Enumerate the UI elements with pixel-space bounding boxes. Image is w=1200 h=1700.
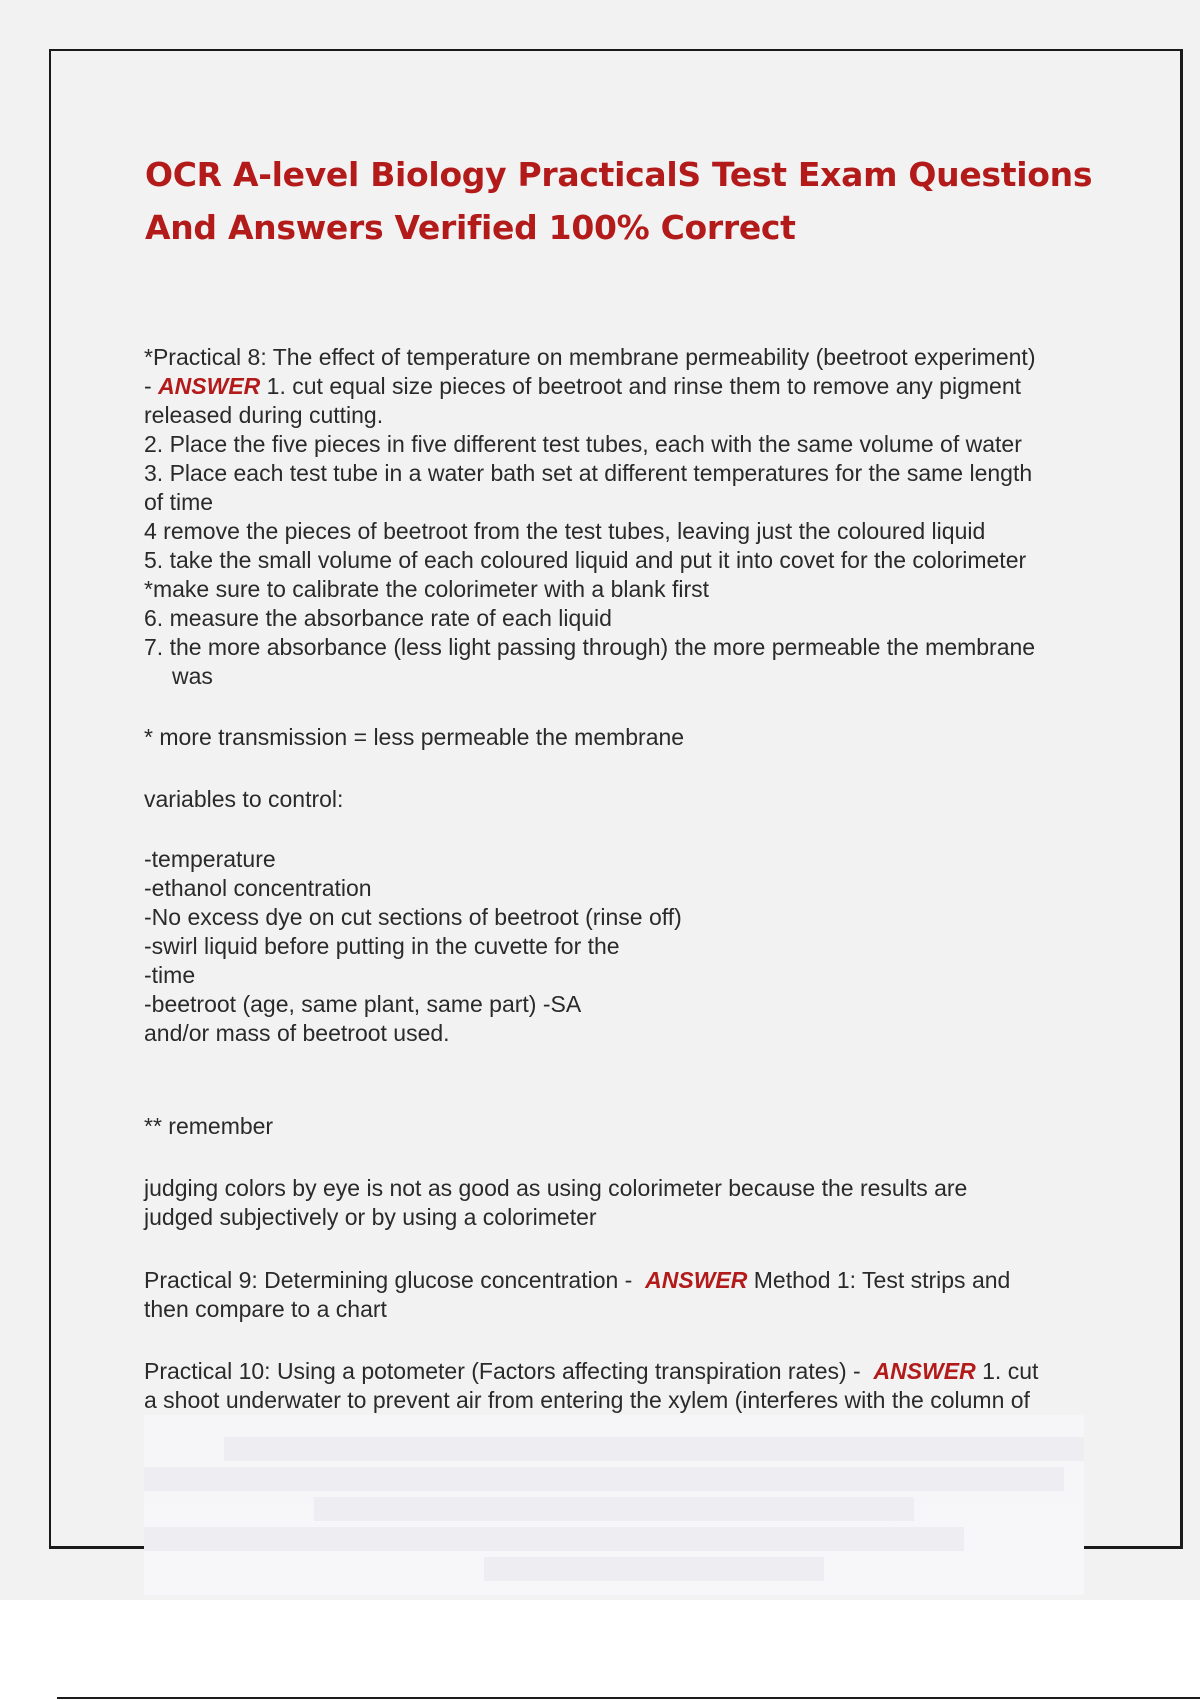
practical-8-calibrate-note: *make sure to calibrate the colorimeter with a blank first: [144, 576, 710, 602]
variables-list: [144, 845, 1104, 1048]
practical-8-step-5: 5. take the small volume of each coloured liquid and put it into covet for the colorimeter: [144, 547, 1027, 573]
blurred-preview-area: [144, 1415, 1084, 1595]
judging-paragraph: judging colors by eye is not as good as using colorimeter because the results are judged subjectively or by using a colorimeter: [144, 1175, 968, 1230]
practical-8-step-3: 3. Place each test tube in a water bath set at different temperatures for the same length: [144, 460, 1033, 486]
practical-8-step-6: 6. measure the absorbance rate of each liquid: [144, 605, 612, 631]
answer-label: ANSWER: [645, 1267, 748, 1293]
practical-8-step-7: 7. the more absorbance (less light passing through) the more permeable the membrane: [144, 634, 1036, 660]
practical-8-step-7-cont: was: [172, 663, 213, 689]
practical-9-answer-cont: then compare to a chart: [144, 1296, 387, 1322]
list-item: -No excess dye on cut sections of beetroot (rinse off): [144, 904, 682, 930]
practical-8-step-2: 2. Place the five pieces in five different test tubes, each with the same volume of water: [144, 431, 1022, 457]
practical-9-question: Practical 9: Determining glucose concentration -: [144, 1267, 646, 1293]
list-item: -swirl liquid before putting in the cuvette for the: [144, 933, 620, 959]
list-item: -ethanol concentration: [144, 875, 372, 901]
practical-8-step-3-cont: of time: [144, 489, 214, 515]
practical-10-block: Practical 10: Using a potometer (Factors affecting transpiration rates) - ANSWER 1. cut a shoot underwater to prevent air from entering the xylem (interferes with the column of: [144, 1357, 1104, 1415]
remember-note: ** remember: [144, 1113, 274, 1139]
answer-label: ANSWER: [158, 373, 261, 399]
transmission-note: * more transmission = less permeable the membrane: [144, 724, 685, 750]
practical-10-answer-cont: a shoot underwater to prevent air from entering the xylem (interferes with the column of: [144, 1387, 1030, 1413]
answer-label: ANSWER: [873, 1358, 976, 1384]
variables-heading: variables to control:: [144, 786, 344, 812]
practical-8-step-4: 4 remove the pieces of beetroot from the test tubes, leaving just the coloured liquid: [144, 518, 986, 544]
practical-8-step-1: - ANSWER 1. cut equal size pieces of beetroot and rinse them to remove any pigment: [144, 373, 1022, 399]
practical-9-block: Practical 9: Determining glucose concentration - ANSWER Method 1: Test strips and then compare to a chart: [144, 1266, 1104, 1324]
footer-divider: [57, 1697, 1200, 1699]
document-title: OCR A-level Biology PracticalS Test Exam Questions And Answers Verified 100% Correct: [145, 155, 1093, 247]
practical-8-step-1-cont: released during cutting.: [144, 402, 384, 428]
practical-8-question: *Practical 8: The effect of temperature on membrane permeability (beetroot experiment): [144, 344, 1036, 370]
list-item: -beetroot (age, same plant, same part) -SA: [144, 991, 582, 1017]
practical-10-question: Practical 10: Using a potometer (Factors affecting transpiration rates) -: [144, 1358, 874, 1384]
list-item: and/or mass of beetroot used.: [144, 1020, 450, 1046]
practical-8-block: [144, 343, 1104, 691]
list-item: -time: [144, 962, 196, 988]
list-item: -temperature: [144, 846, 276, 872]
